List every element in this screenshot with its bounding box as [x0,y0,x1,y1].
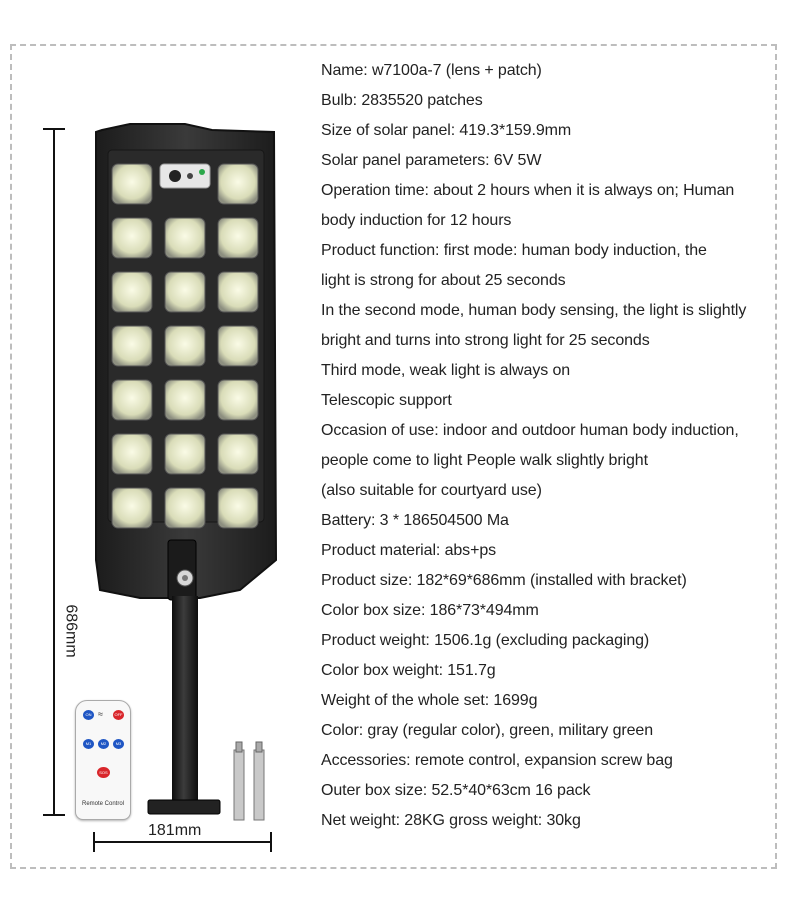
height-dimension-label: 686mm [62,604,80,658]
spec-line: people come to light People walk slightly bright [321,452,648,469]
spec-line: Third mode, weak light is always on [321,362,571,379]
remote-control [75,700,131,820]
led-array [112,164,258,528]
spec-line: body induction for 12 hours [321,212,512,229]
spec-line: light is strong for about 25 seconds [321,272,566,289]
spec-line: bright and turns into strong light for 25 seconds [321,332,650,349]
spec-line: Name: w7100a-7 (lens + patch) [321,62,542,79]
spec-line: Color: gray (regular color), green, military green [321,722,654,739]
mounting-pole [172,596,198,802]
spec-line: Product material: abs+ps [321,542,497,559]
wifi-icon: ≈ [98,709,103,719]
remote-mode1-button: M1 [83,739,94,749]
remote-off-button: OFF [113,710,124,720]
spec-line: Product size: 182*69*686mm (installed with bracket) [321,572,687,589]
spec-line: Net weight: 28KG gross weight: 30kg [321,812,581,829]
spec-line: Color box size: 186*73*494mm [321,602,539,619]
spec-line: (also suitable for courtyard use) [321,482,542,499]
spec-line: Bulb: 2835520 patches [321,92,483,109]
spec-line: In the second mode, human body sensing, the light is slightly [321,302,747,319]
remote-mode2-button: M2 [98,739,109,749]
spec-line: Accessories: remote control, expansion screw bag [321,752,673,769]
spec-line: Solar panel parameters: 6V 5W [321,152,542,169]
spec-line: Occasion of use: indoor and outdoor human body induction, [321,422,739,439]
spec-line: Weight of the whole set: 1699g [321,692,538,709]
spec-line: Telescopic support [321,392,452,409]
mounting-base [148,800,220,814]
remote-sos-button: SOS [97,767,110,778]
spec-list [321,56,781,836]
spec-line: Product weight: 1506.1g (excluding packaging) [321,632,650,649]
remote-label: Remote Control [81,801,125,807]
bracket [168,540,196,600]
spec-line: Color box weight: 151.7g [321,662,496,679]
remote-on-button: ON [83,710,94,720]
remote-mode3-button: M3 [113,739,124,749]
spec-line: Operation time: about 2 hours when it is always on; Human [321,182,735,199]
expansion-screws [234,742,264,820]
spec-line: Outer box size: 52.5*40*63cm 16 pack [321,782,591,799]
width-dimension-label: 181mm [148,822,202,839]
width-dimension-line [94,841,272,843]
spec-line: Size of solar panel: 419.3*159.9mm [321,122,572,139]
spec-line: Battery: 3 * 186504500 Ma [321,512,509,529]
motion-sensor [160,164,210,188]
spec-line: Product function: first mode: human body induction, the [321,242,707,259]
